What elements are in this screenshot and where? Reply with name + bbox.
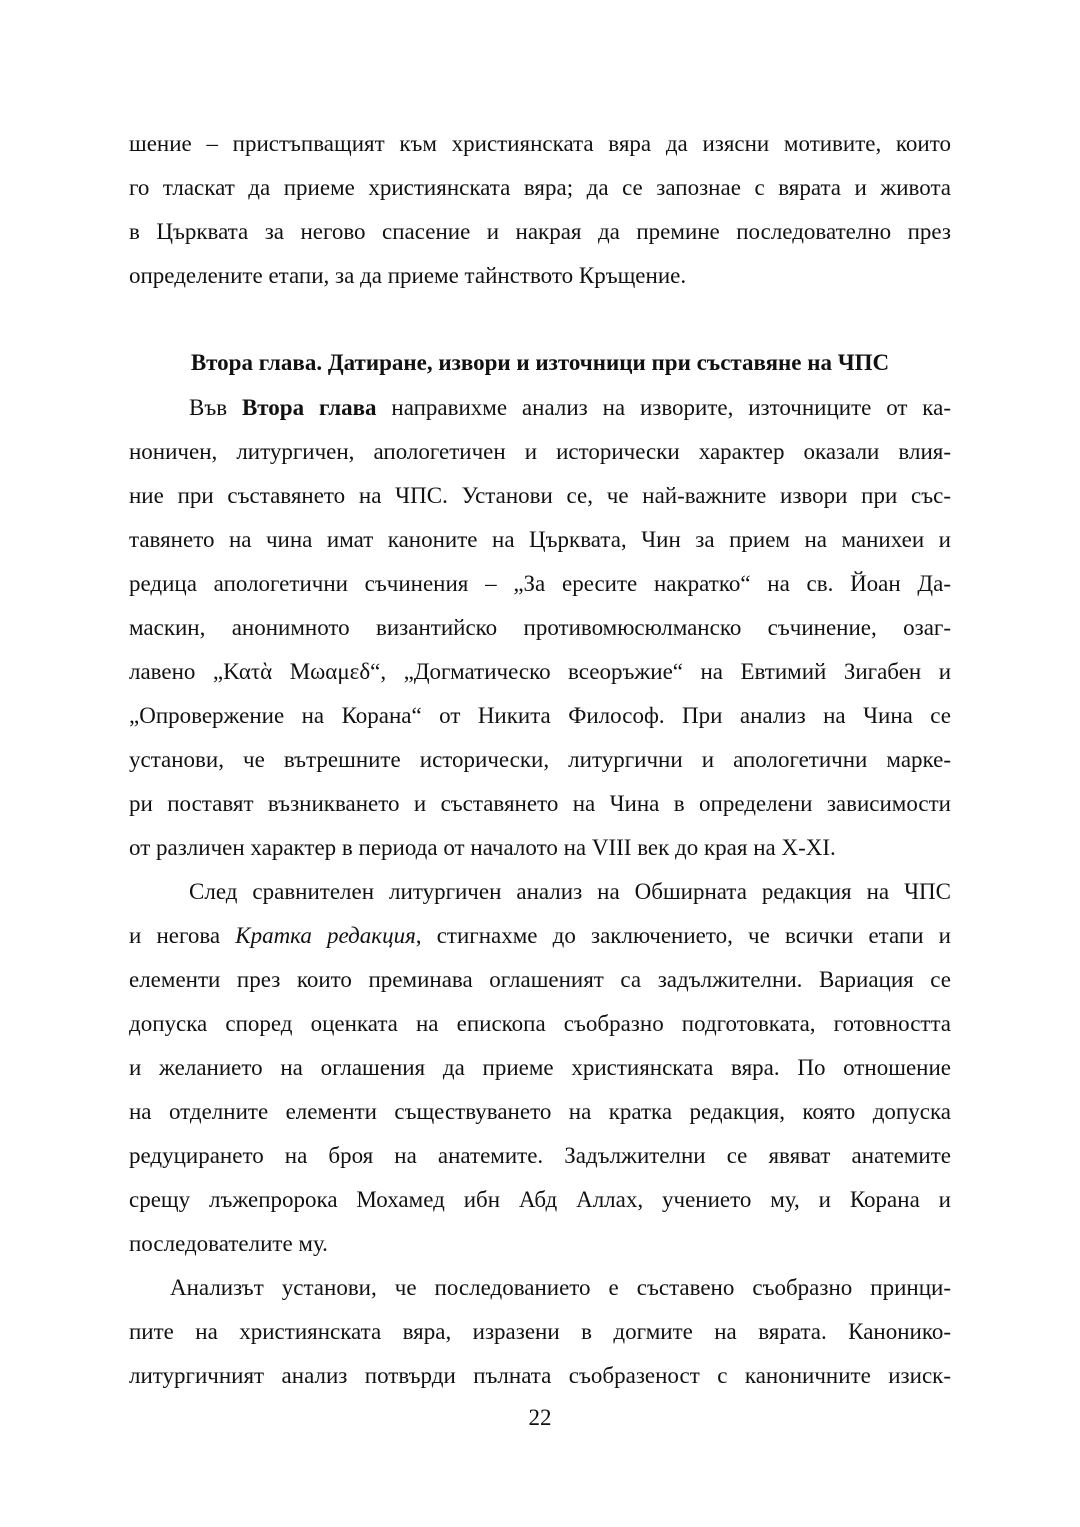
paragraph-4-line-3: литургичният анализ потвърди пълната съобразеност с каноничните изиск- — [129, 1363, 951, 1388]
paragraph-2-line-5: редица апологетични съчинения – „За ересите накратко“ на св. Йоан Да- — [129, 571, 951, 596]
paragraph-2-line-6: маскин, анонимното византийско противомюсюлманско съчинение, озаг- — [129, 615, 951, 640]
paragraph-3-line-5: и желанието на оглашения да приеме християнската вяра. По отношение — [129, 1055, 951, 1080]
paragraph-3-line-3: елементи през които преминава оглашеният са задължителни. Вариация се — [129, 967, 951, 992]
section-heading: Втора глава. Датиране, извори и източници при съставяне на ЧПС — [190, 350, 890, 375]
paragraph-3-italic-term: Кратка редакция — [235, 923, 416, 948]
paragraph-2-line-1-prefix: Във — [189, 395, 242, 420]
paragraph-2-line-11: от различен характер в периода от началото на VIII век до края на X-XI. — [129, 835, 836, 860]
page-number: 22 — [528, 1405, 552, 1430]
paragraph-1-line-4: определените етапи, за да приеме тайнството Кръщение. — [129, 263, 687, 288]
paragraph-1-line-1: шение – пристъпващият към християнската вяра да изясни мотивите, които — [129, 131, 951, 156]
paragraph-1-line-3: в Църквата за негово спасение и накрая да премине последователно през — [129, 219, 951, 244]
paragraph-2-line-1 — [189, 393, 951, 423]
paragraph-2-line-3: ние при съставянето на ЧПС. Установи се, че най-важните извори при със- — [129, 483, 951, 508]
paragraph-3-line-2-prefix: и негова — [129, 923, 236, 948]
paragraph-3-line-2-suffix: , стигнахме до заключението, че всички етапи и — [415, 923, 951, 948]
paragraph-3-line-6: на отделните елементи съществуването на кратка редакция, която допуска — [129, 1099, 951, 1124]
paragraph-3-line-4: допуска според оценката на епископа съобразно подготовката, готовността — [129, 1011, 951, 1036]
paragraph-2-line-7: лавено „Κατὰ Μωαμεδ“, „Догматическо всеоръжие“ на Евтимий Зигабен и — [129, 659, 951, 684]
paragraph-3-line-7: редуцирането на броя на анатемите. Задължителни се явяват анатемите — [129, 1143, 951, 1168]
paragraph-2-line-4: тавянето на чина имат каноните на Църквата, Чин за прием на манихеи и — [129, 527, 951, 552]
paragraph-1-line-2: го тласкат да приеме християнската вяра; да се запознае с вярата и живота — [129, 175, 951, 200]
paragraph-3-line-1: След сравнителен литургичен анализ на Обширната редакция на ЧПС — [189, 879, 951, 904]
paragraph-4-line-2: пите на християнската вяра, изразени в догмите на вярата. Канонико- — [129, 1319, 951, 1344]
paragraph-2-line-1-suffix: направихме анализ на изворите, източниците от ка- — [376, 395, 951, 420]
paragraph-2-line-9: установи, че вътрешните исторически, литургични и апологетични марке- — [129, 747, 951, 772]
paragraph-2-bold-term: Втора глава — [241, 395, 377, 420]
paragraph-4-line-1: Анализът установи, че последованието е съставено съобразно принци- — [170, 1275, 951, 1300]
paragraph-3-line-9: последователите му. — [129, 1231, 328, 1256]
paragraph-2-line-8: „Опровержение на Корана“ от Никита Философ. При анализ на Чина се — [129, 703, 951, 728]
paragraph-2-line-2: ноничен, литургичен, апологетичен и исторически характер оказали влия- — [129, 439, 951, 464]
paragraph-3-line-8: срещу лъжепророка Мохамед ибн Абд Аллах, учението му, и Корана и — [129, 1187, 951, 1212]
paragraph-3-line-2 — [129, 921, 951, 951]
paragraph-2-line-10: ри поставят възникването и съставянето на Чина в определени зависимости — [129, 791, 951, 816]
